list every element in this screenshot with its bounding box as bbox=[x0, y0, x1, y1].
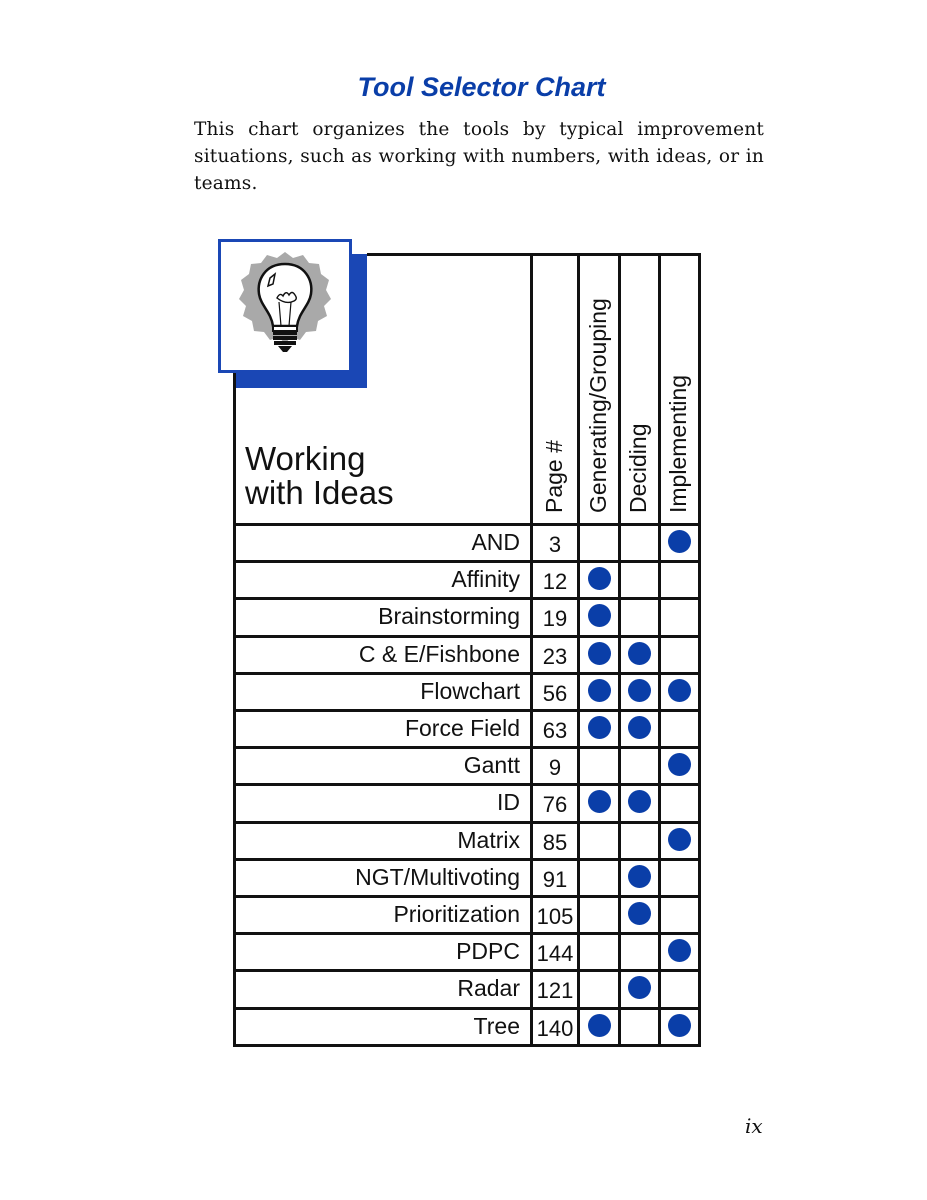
page-number-cell: 144 bbox=[536, 941, 574, 967]
page-number-cell: 9 bbox=[548, 755, 562, 781]
column-header-deciding: Deciding bbox=[625, 423, 651, 513]
tool-name: Prioritization bbox=[393, 901, 520, 927]
page-number-cell: 121 bbox=[536, 978, 574, 1004]
row-divider bbox=[233, 932, 700, 935]
dot-generating-grouping bbox=[588, 679, 611, 702]
dot-generating-grouping bbox=[588, 1014, 611, 1037]
page-number-cell: 76 bbox=[542, 792, 568, 818]
lightbulb-badge bbox=[218, 239, 352, 373]
table-top-border-left bbox=[367, 253, 530, 256]
dot-generating-grouping bbox=[588, 790, 611, 813]
tool-name: Gantt bbox=[463, 752, 520, 779]
dot-generating-grouping bbox=[588, 716, 611, 739]
header-divider bbox=[233, 523, 700, 526]
table-right-border bbox=[698, 253, 701, 1047]
row-divider bbox=[233, 895, 700, 898]
tool-name: Matrix bbox=[457, 826, 520, 853]
column-divider bbox=[618, 253, 621, 1047]
page-title: Tool Selector Chart bbox=[357, 72, 606, 102]
dot-deciding bbox=[628, 642, 651, 665]
dot-generating-grouping bbox=[588, 567, 611, 590]
page-number-cell: 91 bbox=[542, 866, 568, 892]
table-bottom-border bbox=[233, 1044, 700, 1047]
tool-name: C & E/Fishbone bbox=[358, 640, 520, 667]
dot-generating-grouping bbox=[588, 642, 611, 665]
row-divider bbox=[233, 969, 700, 972]
page-number-cell: 63 bbox=[542, 718, 568, 743]
heading-line-2: with Ideas bbox=[245, 474, 394, 511]
dot-implementing bbox=[668, 939, 691, 962]
row-divider bbox=[233, 1007, 700, 1010]
row-divider bbox=[233, 746, 700, 749]
page-number-cell: 85 bbox=[542, 829, 568, 855]
dot-implementing bbox=[668, 679, 691, 702]
row-divider bbox=[233, 858, 700, 861]
lightbulb-icon bbox=[221, 242, 349, 370]
column-divider bbox=[577, 253, 580, 1047]
dot-deciding bbox=[628, 902, 651, 925]
row-divider bbox=[233, 635, 700, 638]
row-divider bbox=[233, 821, 700, 824]
column-header-generating-grouping: Generating/Grouping bbox=[584, 298, 611, 513]
column-header-page: Page # bbox=[540, 440, 567, 513]
tool-name: Tree bbox=[473, 1012, 520, 1039]
heading-line-1: Working bbox=[245, 440, 366, 477]
page-number-cell: 12 bbox=[542, 569, 568, 595]
tool-name: Force Field bbox=[404, 715, 520, 741]
dot-deciding bbox=[628, 865, 651, 888]
page-number-cell: 105 bbox=[536, 904, 574, 929]
dot-deciding bbox=[628, 716, 651, 739]
page-number-cell: 3 bbox=[548, 532, 562, 557]
dot-implementing bbox=[668, 530, 691, 553]
page-number-cell: 23 bbox=[542, 643, 568, 669]
dot-deciding bbox=[628, 679, 651, 702]
tool-name: Brainstorming bbox=[378, 603, 520, 630]
table-left-border bbox=[233, 373, 236, 1046]
row-divider bbox=[233, 783, 700, 786]
tool-name: PDPC bbox=[456, 938, 520, 965]
tool-name: ID bbox=[497, 789, 520, 816]
row-divider bbox=[233, 672, 700, 675]
intro-paragraph: This chart organizes the tools by typical improvement situations, such as working with numbers, with ideas, or in teams. bbox=[194, 119, 764, 194]
dot-deciding bbox=[628, 976, 651, 999]
column-divider bbox=[530, 253, 533, 1047]
dot-deciding bbox=[628, 790, 651, 813]
page-number-cell: 140 bbox=[536, 1015, 574, 1041]
dot-generating-grouping bbox=[588, 604, 611, 627]
row-divider bbox=[233, 597, 700, 600]
tool-name: Affinity bbox=[451, 566, 520, 593]
tool-name: Flowchart bbox=[420, 677, 520, 704]
column-header-implementing: Implementing bbox=[665, 374, 691, 513]
page-number: ix bbox=[745, 1114, 763, 1138]
page-number-cell: 19 bbox=[542, 606, 568, 632]
dot-implementing bbox=[668, 1014, 691, 1037]
tool-name: Radar bbox=[457, 975, 520, 1002]
row-divider bbox=[233, 560, 700, 563]
dot-implementing bbox=[668, 753, 691, 776]
tool-name: AND bbox=[471, 529, 520, 555]
table-top-border bbox=[530, 253, 700, 256]
tool-name: NGT/Multivoting bbox=[355, 863, 520, 890]
table-heading bbox=[245, 442, 394, 510]
page-number-cell: 56 bbox=[542, 680, 568, 706]
column-divider bbox=[658, 253, 661, 1047]
row-divider bbox=[233, 709, 700, 712]
dot-implementing bbox=[668, 828, 691, 851]
